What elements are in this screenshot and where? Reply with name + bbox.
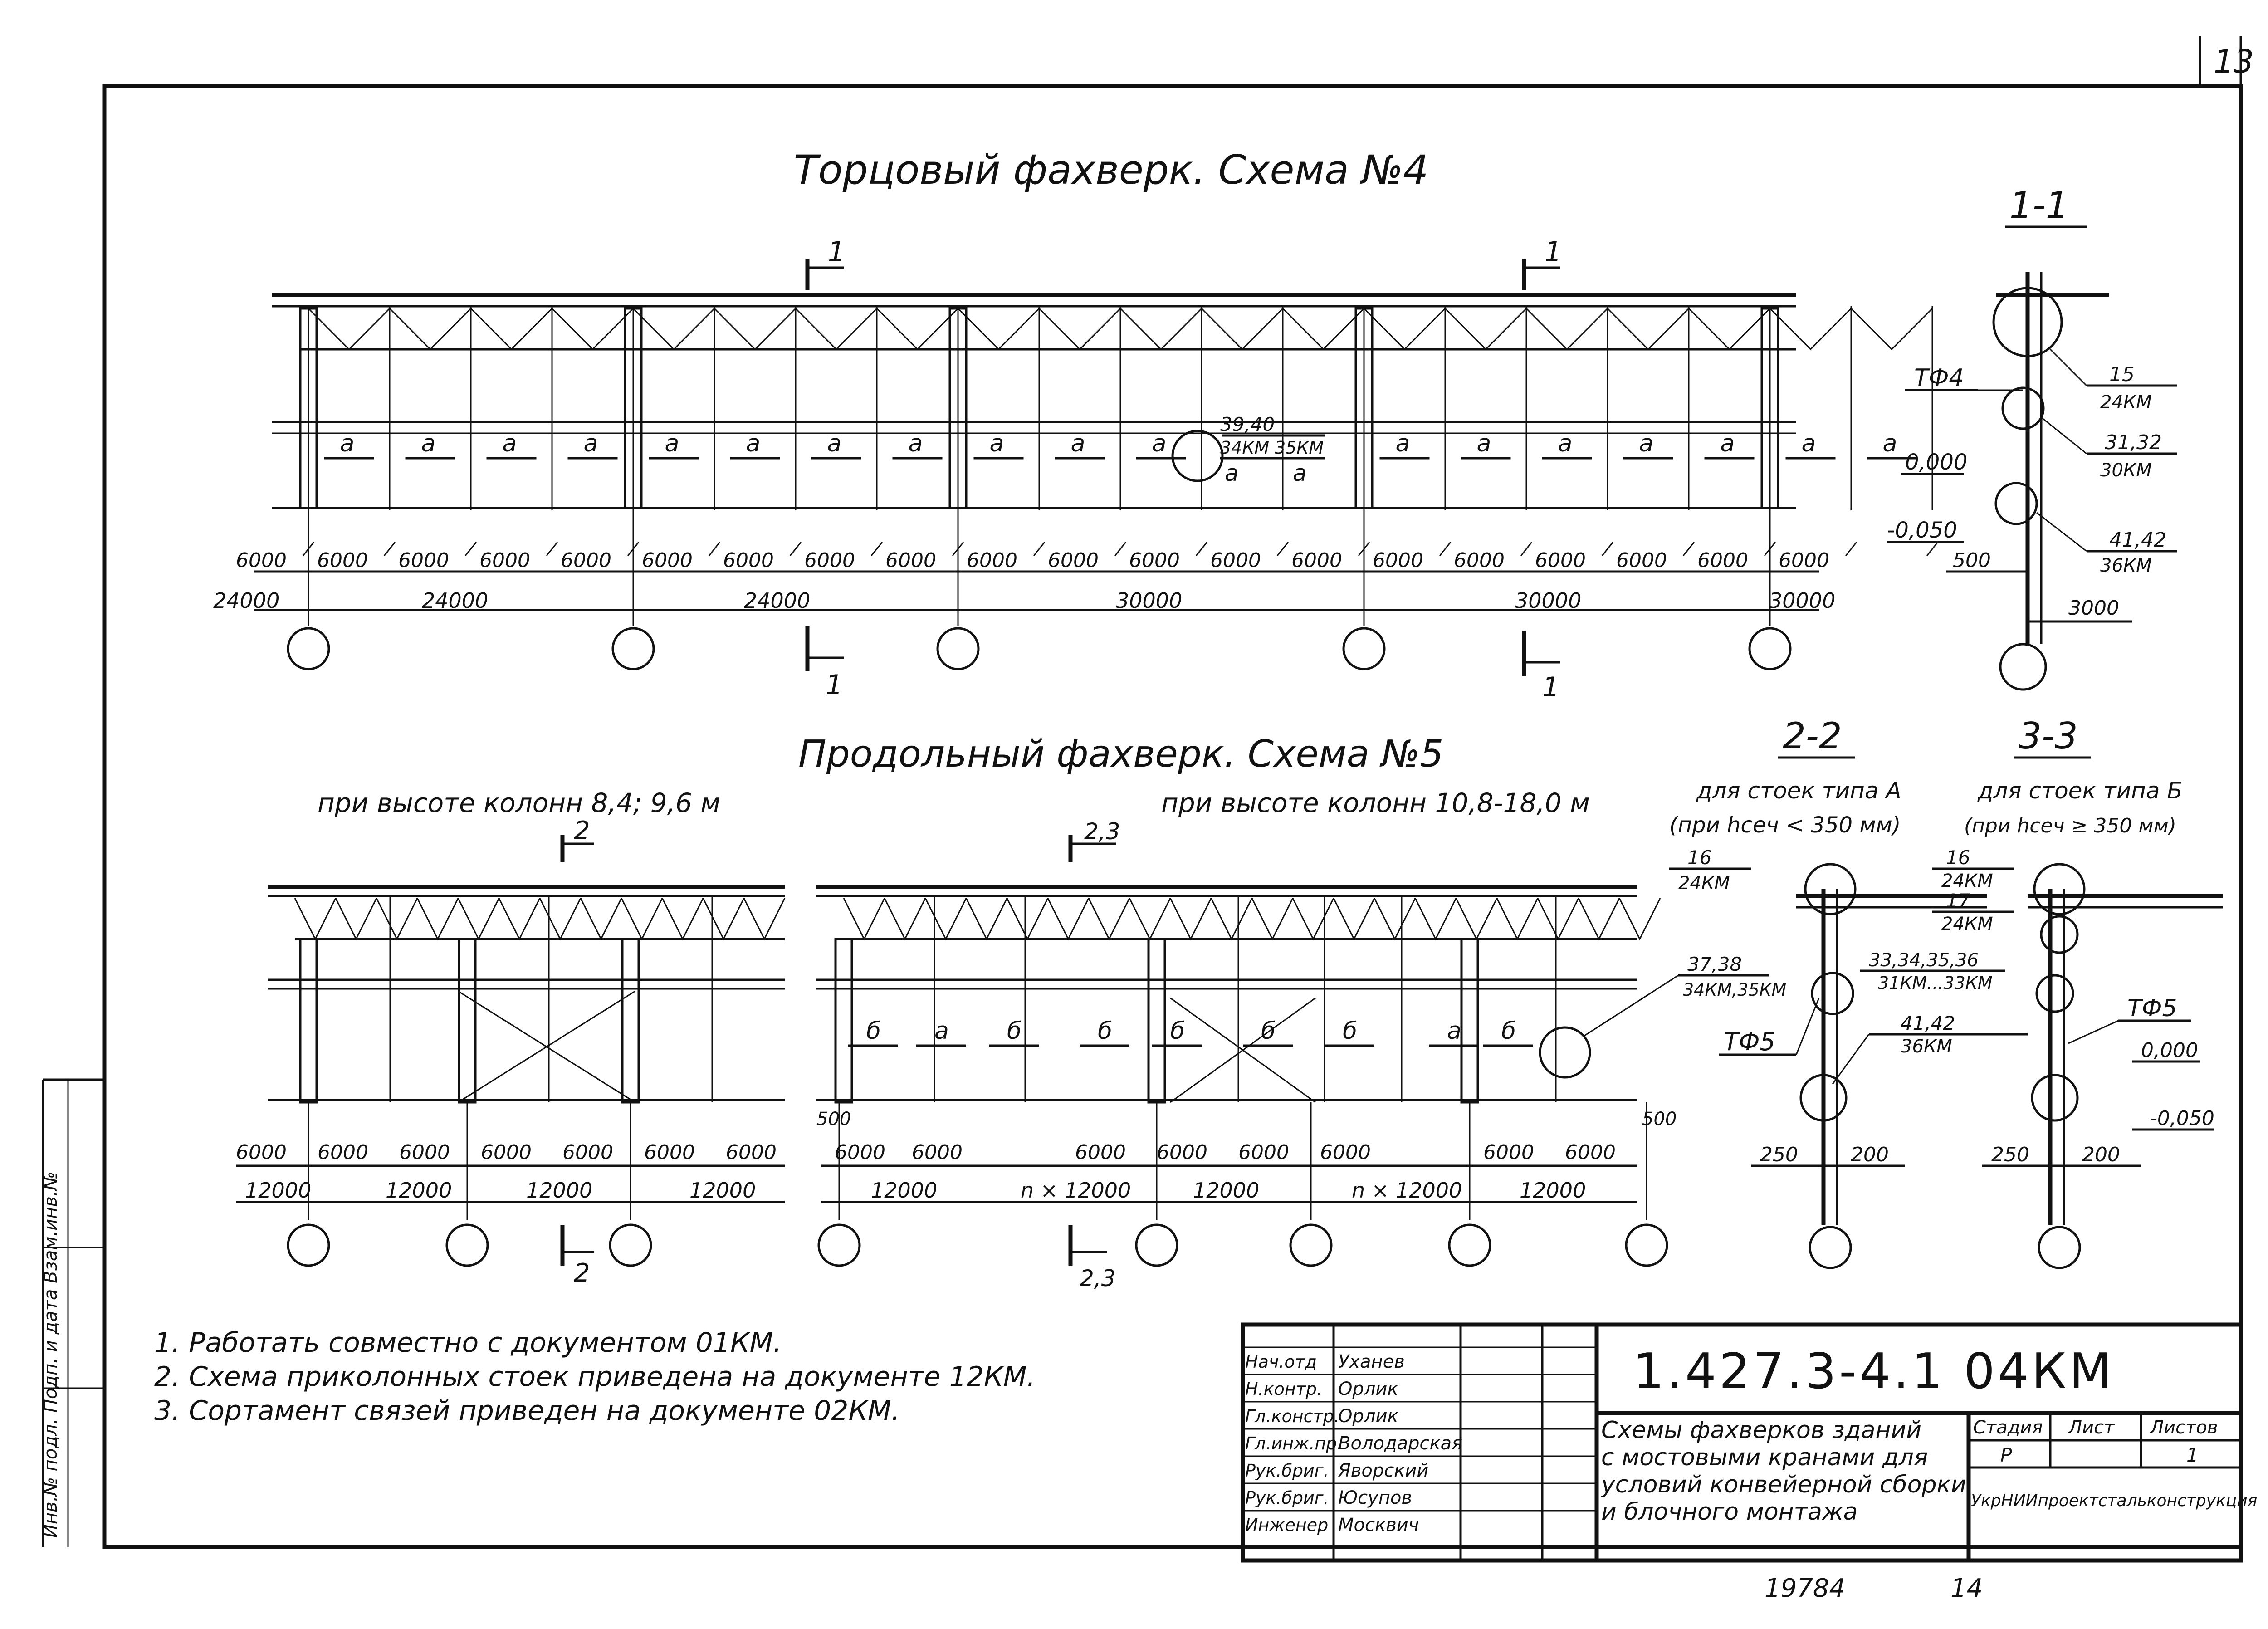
s5-left-dim-large: 12000 <box>689 1178 756 1203</box>
s4-panel-label: а <box>1070 430 1085 457</box>
s5-truss-diagonal <box>966 898 1007 939</box>
stamp-role: Рук.бриг. <box>1245 1488 1329 1508</box>
sheet-number: 13 <box>2214 43 2254 80</box>
s5-truss-diagonal <box>1252 898 1293 939</box>
s5-truss-diagonal <box>458 898 499 939</box>
inventory-number: 19784 <box>1765 1574 1846 1603</box>
svg-text:2-2: 2-2 <box>1783 715 1842 757</box>
s5-panel-label: б <box>1501 1018 1516 1045</box>
s4-panel-label: а <box>1558 430 1573 457</box>
s4-dim-small: 6000 <box>1616 549 1667 572</box>
s4-dim-tick <box>465 542 476 556</box>
s4-truss-diagonal <box>1364 308 1445 349</box>
s4-axis-bubble <box>1344 628 1384 669</box>
s5-right-dim-small: 6000 <box>1157 1141 1207 1164</box>
s4-dim-small: 6000 <box>317 549 368 572</box>
svg-text:ТФ4: ТФ4 <box>1914 364 1964 391</box>
svg-text:ТФ5: ТФ5 <box>1724 1027 1775 1056</box>
page-number: 14 <box>1950 1574 1983 1603</box>
svg-text:ТФ5: ТФ5 <box>2127 995 2177 1022</box>
s4-dim-tick <box>1521 542 1532 556</box>
s4-truss-diagonal <box>552 308 633 349</box>
side-stamp-label: Инв.№ подл. Подп. и дата Взам.инв.№ <box>40 1171 61 1538</box>
s5-truss-diagonal <box>1374 898 1415 939</box>
s5-dim-500: 500 <box>816 1109 851 1130</box>
svg-text:для стоек типа А: для стоек типа А <box>1696 778 1901 804</box>
s4-dim-small: 6000 <box>967 549 1017 572</box>
scheme4-frame <box>254 295 1938 669</box>
s5-truss-diagonal <box>1293 898 1334 939</box>
s5-axis-bubble <box>610 1225 651 1266</box>
svg-text:1: 1 <box>1542 671 1560 703</box>
s5-truss-diagonal <box>1007 898 1048 939</box>
svg-text:24КМ: 24КМ <box>1941 914 1993 934</box>
s5-truss-diagonal <box>1048 898 1089 939</box>
s5-axis-bubble <box>1449 1225 1490 1266</box>
s4-dim-tick <box>1846 542 1857 556</box>
s4-panel-label: а <box>340 430 355 457</box>
s5-truss-diagonal <box>703 898 744 939</box>
s4-truss-diagonal <box>1770 308 1851 349</box>
svg-text:31,32: 31,32 <box>2105 431 2162 454</box>
s4-truss-diagonal <box>796 308 877 349</box>
s4-truss-diagonal <box>1202 308 1283 349</box>
doc-title-4: и блочного монтажа <box>1601 1498 1858 1526</box>
s4-axis-bubble <box>938 628 978 669</box>
stamp-name: Юсупов <box>1338 1487 1413 1508</box>
s5-truss-diagonal <box>1456 898 1497 939</box>
s5-dim-500: 500 <box>1642 1109 1677 1130</box>
stamp-name: Уханев <box>1338 1351 1405 1372</box>
s4-dim-tick <box>384 542 395 556</box>
svg-text:0,000: 0,000 <box>2141 1039 2198 1062</box>
section-mark-23-bottom <box>1070 1225 1116 1291</box>
s5-truss-diagonal <box>295 898 336 939</box>
s5-truss-diagonal <box>744 898 785 939</box>
doc-code: 1.427.3-4.1 04КМ <box>1633 1343 2114 1400</box>
svg-text:36КМ: 36КМ <box>1901 1036 1952 1057</box>
s4-dim-small: 6000 <box>1129 549 1180 572</box>
s5-truss-diagonal <box>621 898 662 939</box>
stamp-name: Орлик <box>1338 1406 1398 1427</box>
doc-title-2: с мостовыми кранами для <box>1601 1444 1928 1471</box>
svg-text:17: 17 <box>1946 890 1970 912</box>
section-mark-1-bottom-left <box>807 626 844 701</box>
s4-panel-label: а <box>908 430 923 457</box>
svg-text:1: 1 <box>828 236 846 268</box>
s5-truss-diagonal <box>1211 898 1252 939</box>
s4-panel-label: а <box>421 430 436 457</box>
stamp-name: Яворский <box>1338 1460 1429 1481</box>
s4-dim-large: 30000 <box>1769 588 1836 613</box>
s5-truss-diagonal <box>1415 898 1456 939</box>
stamp-name: Москвич <box>1338 1515 1419 1536</box>
s4-panel-label: а <box>1152 430 1167 457</box>
svg-text:15: 15 <box>2109 363 2135 386</box>
s4-dim-tick <box>790 542 801 556</box>
s4-dim-small: 6000 <box>1291 549 1342 572</box>
scheme4-callout <box>1173 413 1325 486</box>
svg-text:24КМ: 24КМ <box>1941 871 1993 891</box>
s4-dim-tick <box>1602 542 1613 556</box>
stamp-role: Рук.бриг. <box>1245 1461 1329 1481</box>
s5-axis-bubble <box>1290 1225 1331 1266</box>
s5-truss-diagonal <box>885 898 925 939</box>
s5-column <box>300 939 317 1102</box>
s5-column <box>622 939 639 1102</box>
scheme5-callout <box>1540 953 1786 1077</box>
s5-panel-label: б <box>1343 1018 1358 1045</box>
s5-column <box>1461 939 1478 1102</box>
s4-panel-label: а <box>746 430 761 457</box>
s4-panel-label: а <box>1639 430 1654 457</box>
s4-truss-diagonal <box>633 308 714 349</box>
s5-axis-bubble <box>447 1225 488 1266</box>
stamp-role: Гл.инж.пр. <box>1245 1433 1343 1453</box>
s4-dim-tick <box>1440 542 1451 556</box>
s4-truss-diagonal <box>1445 308 1526 349</box>
s5-left-dim-small: 6000 <box>399 1141 450 1164</box>
s5-axis-bubble <box>1626 1225 1667 1266</box>
doc-title-1: Схемы фахверков зданий <box>1601 1417 1922 1444</box>
s4-dim-tick <box>1277 542 1288 556</box>
s4-truss-diagonal <box>1283 308 1364 349</box>
svg-text:а: а <box>1225 460 1239 486</box>
s4-dim-small: 6000 <box>723 549 774 572</box>
svg-text:500: 500 <box>1953 549 1991 572</box>
s4-truss-diagonal <box>714 308 796 349</box>
svg-text:2,3: 2,3 <box>1080 1265 1116 1291</box>
svg-text:для стоек типа Б: для стоек типа Б <box>1978 778 2183 804</box>
s5-truss-diagonal <box>1334 898 1374 939</box>
s4-truss-diagonal <box>1851 308 1932 349</box>
s5-right-dim-small: 6000 <box>835 1141 885 1164</box>
svg-text:39,40: 39,40 <box>1220 413 1275 435</box>
s5-right-dim-small: 6000 <box>1565 1141 1616 1164</box>
s4-dim-tick <box>547 542 557 556</box>
s5-truss-diagonal <box>1579 898 1619 939</box>
s4-panel-label: а <box>665 430 679 457</box>
svg-text:24КМ: 24КМ <box>2100 392 2152 413</box>
s4-dim-tick <box>1683 542 1694 556</box>
note-3: 3. Сортамент связей приведен на документе 02КМ. <box>154 1395 900 1427</box>
section-mark-1-top-right <box>1524 236 1562 290</box>
s5-truss-diagonal <box>1170 898 1211 939</box>
s5-panel-label: б <box>1170 1018 1185 1045</box>
s4-dim-large: 30000 <box>1116 588 1183 613</box>
s5-truss-diagonal <box>662 898 703 939</box>
s4-truss-diagonal <box>1039 308 1120 349</box>
s4-dim-small: 6000 <box>1454 549 1505 572</box>
s5-truss-diagonal <box>1089 898 1129 939</box>
s5-right-dim-large: 12000 <box>1193 1178 1260 1203</box>
organization: УкрНИИпроектстальконструкция <box>1971 1492 2258 1510</box>
s4-dim-small: 6000 <box>1373 549 1423 572</box>
s4-dim-small: 6000 <box>236 549 287 572</box>
svg-text:0,000: 0,000 <box>1905 450 1968 475</box>
s5-left-dim-small: 6000 <box>481 1141 532 1164</box>
s4-dim-small: 6000 <box>804 549 855 572</box>
scheme5-subtitle-left: при высоте колонн 8,4; 9,6 м <box>318 788 721 818</box>
svg-text:34КМ,35КМ: 34КМ,35КМ <box>1683 980 1787 1000</box>
s4-dim-tick <box>1196 542 1207 556</box>
svg-text:30КМ: 30КМ <box>2100 460 2152 481</box>
s5-axis-bubble <box>288 1225 329 1266</box>
s5-truss-diagonal <box>1497 898 1538 939</box>
s4-dim-tick <box>1034 542 1045 556</box>
s5-left-dim-small: 6000 <box>562 1141 613 1164</box>
s4-axis-bubble <box>613 628 654 669</box>
svg-text:33,34,35,36: 33,34,35,36 <box>1869 950 1979 971</box>
svg-text:41,42: 41,42 <box>2109 528 2166 552</box>
svg-text:31КМ...33КМ: 31КМ...33КМ <box>1878 973 1993 993</box>
s4-panel-label: а <box>827 430 842 457</box>
svg-text:41,42: 41,42 <box>1901 1012 1955 1034</box>
s5-panel-label: а <box>1447 1018 1461 1045</box>
s5-panel-label: б <box>1261 1018 1276 1045</box>
s4-dim-large: 24000 <box>213 588 280 613</box>
s5-right-dim-large: n × 12000 <box>1352 1178 1462 1203</box>
s4-panel-label: а <box>1882 430 1897 457</box>
svg-text:1-1: 1-1 <box>2009 184 2069 226</box>
svg-text:-0,050: -0,050 <box>1887 518 1957 543</box>
s4-dim-tick <box>1115 542 1126 556</box>
s5-left-dim-large: 12000 <box>526 1178 593 1203</box>
s5-right-dim-small: 6000 <box>1320 1141 1371 1164</box>
section-mark-1-bottom-right <box>1524 631 1560 703</box>
svg-text:24КМ: 24КМ <box>1678 873 1730 894</box>
svg-text:-0,050: -0,050 <box>2150 1107 2214 1130</box>
s4-dim-small: 6000 <box>398 549 449 572</box>
s4-dim-large: 30000 <box>1515 588 1582 613</box>
svg-text:(при hсеч ≥ 350 мм): (при hсеч ≥ 350 мм) <box>1964 814 2176 837</box>
stamp-role: Н.контр. <box>1245 1379 1323 1399</box>
s4-dim-small: 6000 <box>885 549 936 572</box>
s4-dim-small: 6000 <box>561 549 611 572</box>
stage-header: Стадия <box>1973 1417 2043 1438</box>
sheet-header: Лист <box>2068 1417 2115 1438</box>
s5-truss-diagonal <box>336 898 376 939</box>
s5-truss-diagonal <box>581 898 621 939</box>
s4-dim-large: 24000 <box>422 588 489 613</box>
svg-text:2: 2 <box>574 816 590 846</box>
s4-axis-bubble <box>288 628 329 669</box>
s5-truss-diagonal <box>540 898 581 939</box>
s4-truss-diagonal <box>1689 308 1770 349</box>
s5-left-dim-large: 12000 <box>386 1178 452 1203</box>
svg-text:3-3: 3-3 <box>2019 715 2078 757</box>
s4-truss-diagonal <box>958 308 1039 349</box>
sheets-value: 1 <box>2186 1444 2199 1466</box>
s4-panel-label: а <box>1801 430 1816 457</box>
s5-column <box>1149 939 1165 1102</box>
scheme5-subtitle-right: при высоте колонн 10,8-18,0 м <box>1161 788 1590 818</box>
s5-right-dim-large: 12000 <box>871 1178 938 1203</box>
s5-left-dim-small: 6000 <box>318 1141 368 1164</box>
s5-left-dim-large: 12000 <box>245 1178 312 1203</box>
s4-panel-label: а <box>1476 430 1491 457</box>
s5-axis-bubble <box>819 1225 860 1266</box>
s5-panel-label: б <box>1098 1018 1113 1045</box>
s4-truss-diagonal <box>1526 308 1608 349</box>
s4-dim-small: 6000 <box>642 549 693 572</box>
s5-panel-label: б <box>1007 1018 1022 1045</box>
s5-truss-diagonal <box>499 898 540 939</box>
stamp-role: Нач.отд <box>1245 1352 1317 1372</box>
s5-truss-diagonal <box>417 898 458 939</box>
s4-panel-label: а <box>583 430 598 457</box>
svg-text:200: 200 <box>2082 1143 2120 1166</box>
svg-text:1: 1 <box>826 669 843 701</box>
s4-dim-small: 6000 <box>1048 549 1099 572</box>
s5-truss-diagonal <box>1538 898 1579 939</box>
svg-text:36КМ: 36КМ <box>2100 555 2152 576</box>
svg-text:250: 250 <box>1760 1143 1798 1166</box>
s5-truss-diagonal <box>376 898 417 939</box>
section-mark-2-bottom <box>562 1225 594 1288</box>
svg-text:250: 250 <box>1991 1143 2029 1166</box>
svg-text:16: 16 <box>1946 846 1970 869</box>
s5-panel-label: а <box>934 1018 949 1045</box>
stage-value: Р <box>2000 1444 2012 1466</box>
svg-text:34КМ: 34КМ <box>1220 438 1270 458</box>
s5-right-dim-small: 6000 <box>912 1141 963 1164</box>
s4-truss-diagonal <box>877 308 958 349</box>
svg-text:(при hсеч < 350 мм): (при hсеч < 350 мм) <box>1669 812 1901 838</box>
s5-truss-diagonal <box>1129 898 1170 939</box>
s5-truss-diagonal <box>1619 898 1660 939</box>
s5-right-dim-small: 6000 <box>1483 1141 1534 1164</box>
s4-dim-tick <box>871 542 882 556</box>
doc-title-3: условий конвейерной сборки <box>1601 1471 1966 1498</box>
s5-column <box>836 939 852 1102</box>
s4-dim-small: 6000 <box>479 549 530 572</box>
s4-panel-label: а <box>502 430 517 457</box>
s4-panel-label: а <box>1720 430 1735 457</box>
s4-truss-diagonal <box>390 308 471 349</box>
s4-panel-label: а <box>1395 430 1410 457</box>
section-1-1 <box>1887 184 2177 690</box>
s5-right-dim-large: n × 12000 <box>1021 1178 1131 1203</box>
s5-panel-label: б <box>866 1018 881 1045</box>
s4-truss-diagonal <box>308 308 390 349</box>
s4-panel-label: а <box>989 430 1004 457</box>
s5-axis-bubble <box>1136 1225 1177 1266</box>
svg-text:37,38: 37,38 <box>1687 953 1742 975</box>
s4-truss-diagonal <box>471 308 552 349</box>
s4-dim-tick <box>709 542 720 556</box>
section-mark-1-top-left <box>807 236 845 290</box>
svg-text:3000: 3000 <box>2068 597 2119 620</box>
s4-truss-diagonal <box>1120 308 1202 349</box>
note-1: 1. Работать совместно с документом 01КМ. <box>154 1327 782 1359</box>
svg-text:а: а <box>1293 460 1307 486</box>
stamp-role: Гл.констр. <box>1245 1406 1339 1426</box>
section-mark-2-top <box>562 816 594 862</box>
svg-text:200: 200 <box>1851 1143 1889 1166</box>
s4-dim-small: 6000 <box>1535 549 1586 572</box>
s4-dim-tick <box>1927 542 1938 556</box>
s4-dim-small: 6000 <box>1779 549 1829 572</box>
title-block <box>1243 1325 2257 1561</box>
s4-dim-small: 6000 <box>1210 549 1261 572</box>
s5-left-dim-small: 6000 <box>644 1141 695 1164</box>
s5-right-dim-small: 6000 <box>1238 1141 1289 1164</box>
stamp-role: Инженер <box>1245 1515 1329 1535</box>
s4-axis-bubble <box>1750 628 1790 669</box>
stamp-name: Орлик <box>1338 1379 1398 1399</box>
s5-truss-diagonal <box>844 898 885 939</box>
s5-left-dim-small: 6000 <box>726 1141 777 1164</box>
s5-truss-diagonal <box>925 898 966 939</box>
svg-text:2: 2 <box>574 1258 590 1288</box>
note-2: 2. Схема приколонных стоек приведена на документе 12КМ. <box>154 1361 1036 1393</box>
s4-truss-diagonal <box>1608 308 1689 349</box>
s5-column <box>459 939 475 1102</box>
scheme4-title: Торцовый фахверк. Схема №4 <box>794 147 1429 193</box>
scheme5-title: Продольный фахверк. Схема №5 <box>798 733 1444 776</box>
svg-text:35КМ: 35КМ <box>1275 438 1324 458</box>
svg-text:16: 16 <box>1687 846 1712 869</box>
s5-right-dim-small: 6000 <box>1075 1141 1126 1164</box>
s5-left-dim-small: 6000 <box>236 1141 287 1164</box>
s4-dim-large: 24000 <box>744 588 811 613</box>
s4-dim-small: 6000 <box>1697 549 1748 572</box>
svg-text:1: 1 <box>1545 236 1562 268</box>
s5-right-dim-large: 12000 <box>1520 1178 1586 1203</box>
svg-text:2,3: 2,3 <box>1084 818 1120 845</box>
sheets-header: Листов <box>2150 1417 2218 1438</box>
stamp-name: Володарская <box>1338 1433 1463 1454</box>
section-mark-23-top <box>1070 818 1120 862</box>
